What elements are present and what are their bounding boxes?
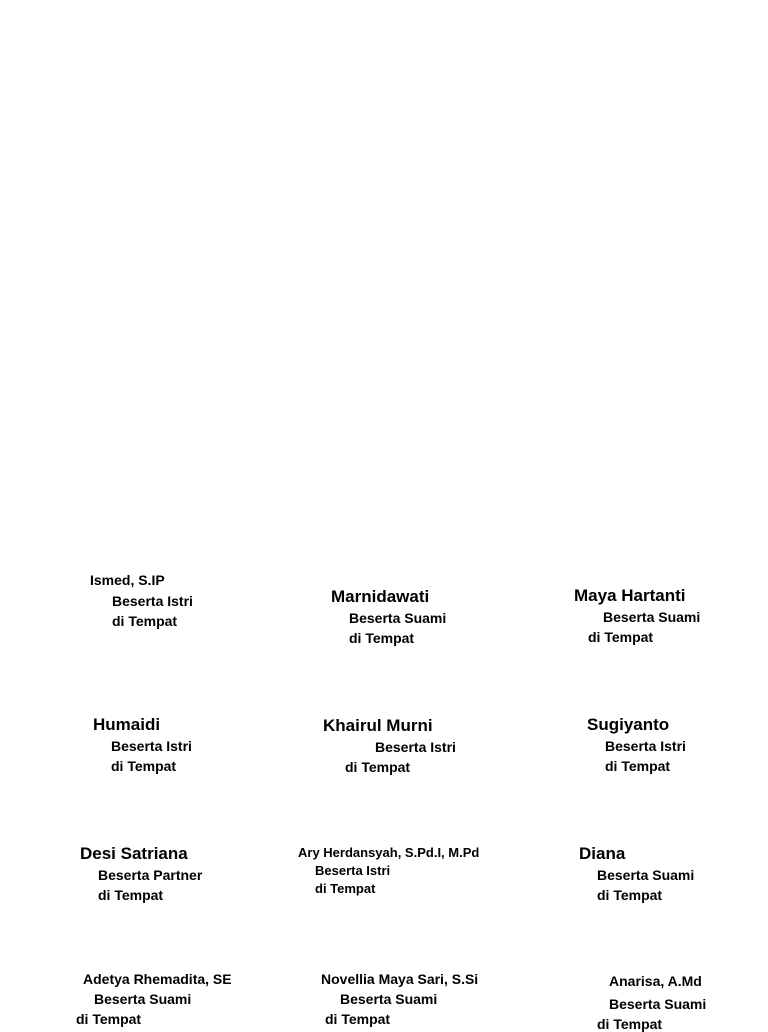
recipient-name: Ary Herdansyah, S.Pd.I, M.Pd xyxy=(298,845,480,860)
recipient-name: Diana xyxy=(579,844,626,863)
companion-line: Beserta Istri xyxy=(375,739,456,755)
companion-line: Beserta Suami xyxy=(349,610,447,626)
recipient-name: Anarisa, A.Md xyxy=(609,973,702,989)
location-line: di Tempat xyxy=(345,759,411,775)
recipient-name: Maya Hartanti xyxy=(574,586,686,605)
companion-line: Beserta Suami xyxy=(603,609,701,625)
location-line: di Tempat xyxy=(605,758,671,774)
location-line: di Tempat xyxy=(111,758,177,774)
recipient-name: Desi Satriana xyxy=(80,844,188,863)
companion-line: Beserta Suami xyxy=(597,867,695,883)
location-line: di Tempat xyxy=(315,881,376,896)
location-line: di Tempat xyxy=(588,629,654,645)
companion-line: Beserta Partner xyxy=(98,867,203,883)
recipient-name: Ismed, S.IP xyxy=(90,572,165,588)
recipient-name: Marnidawati xyxy=(331,587,430,606)
location-line: di Tempat xyxy=(325,1011,391,1027)
companion-line: Beserta Suami xyxy=(609,996,707,1012)
recipient-name: Humaidi xyxy=(93,715,161,734)
location-line: di Tempat xyxy=(76,1011,142,1027)
companion-line: Beserta Istri xyxy=(111,738,192,754)
recipient-name: Khairul Murni xyxy=(323,716,433,735)
recipient-name: Novellia Maya Sari, S.Si xyxy=(321,971,479,987)
companion-line: Beserta Istri xyxy=(112,593,193,609)
companion-line: Beserta Istri xyxy=(605,738,686,754)
companion-line: Beserta Suami xyxy=(340,991,438,1007)
recipient-name: Adetya Rhemadita, SE xyxy=(83,971,232,987)
recipient-name: Sugiyanto xyxy=(587,715,670,734)
companion-line: Beserta Istri xyxy=(315,863,391,878)
companion-line: Beserta Suami xyxy=(94,991,192,1007)
location-line: di Tempat xyxy=(112,613,178,629)
location-line: di Tempat xyxy=(597,1016,663,1032)
location-line: di Tempat xyxy=(349,630,415,646)
location-line: di Tempat xyxy=(597,887,663,903)
location-line: di Tempat xyxy=(98,887,164,903)
